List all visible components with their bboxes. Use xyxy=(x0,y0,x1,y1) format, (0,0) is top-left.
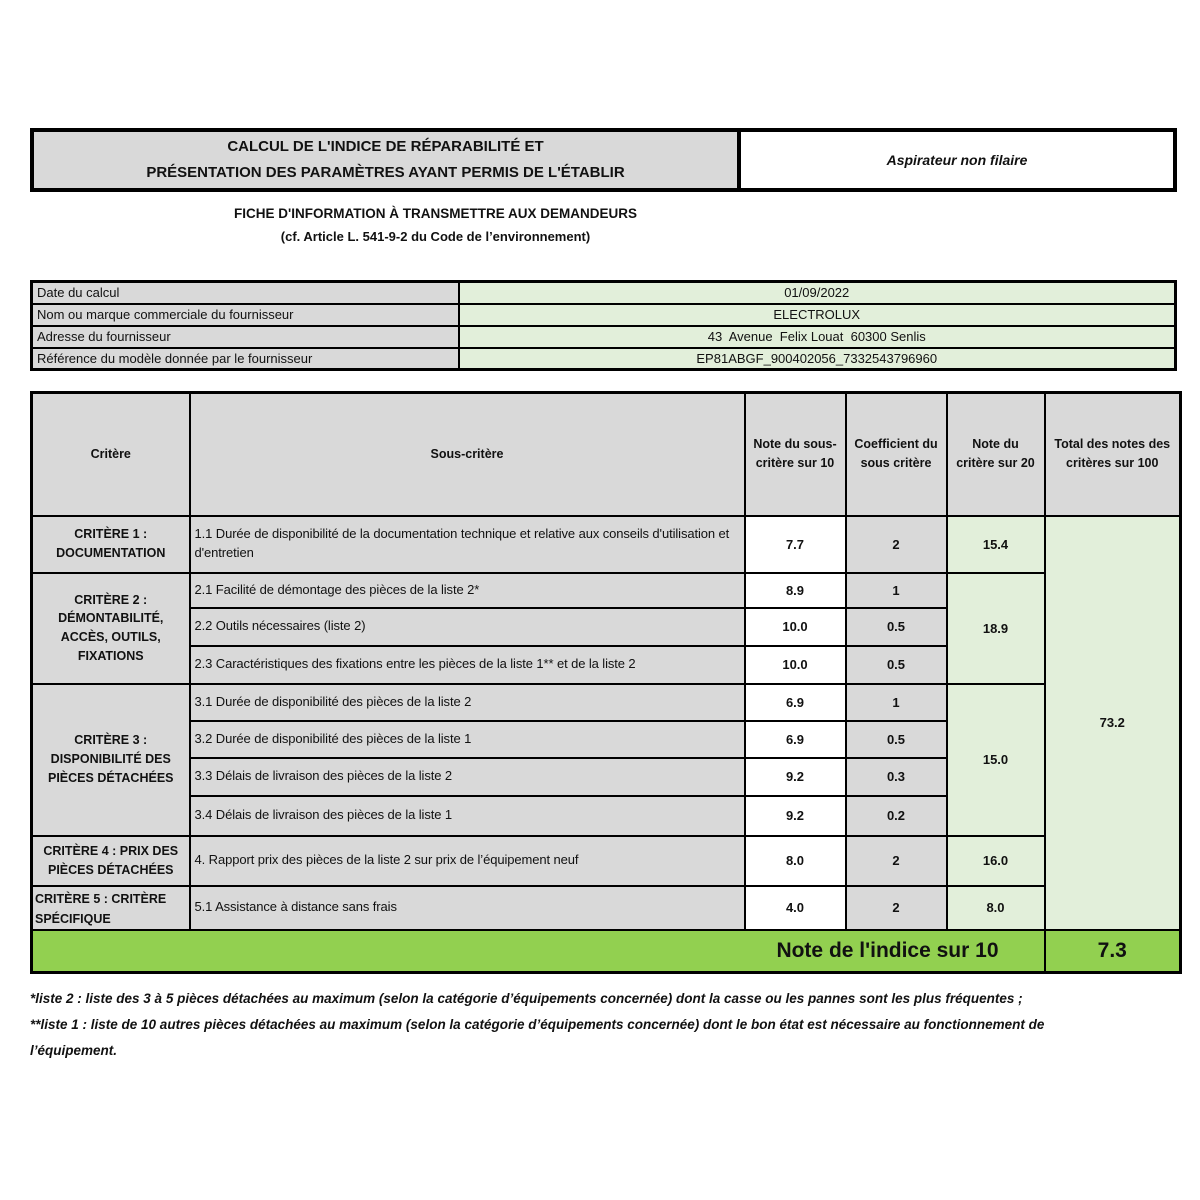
criterion-score-20: 16.0 xyxy=(947,836,1045,886)
document-title-line1: CALCUL DE L'INDICE DE RÉPARABILITÉ ET xyxy=(227,137,544,155)
criterion-score-20: 18.9 xyxy=(947,573,1045,684)
criterion-label-cell: CRITÈRE 5 : CRITÈRE SPÉCIFIQUE xyxy=(32,886,190,930)
info-sheet-heading xyxy=(28,206,843,244)
subcriterion-coefficient: 2 xyxy=(846,836,947,886)
footnote-list1-continued: l’équipement. xyxy=(30,1043,118,1058)
product-category-label: Aspirateur non filaire xyxy=(886,152,1028,168)
criterion-score-20: 8.0 xyxy=(947,886,1045,930)
footnotes xyxy=(30,986,1180,1064)
subcriterion-coefficient: 0.2 xyxy=(846,796,947,836)
subcriterion-score: 6.9 xyxy=(745,684,846,721)
subcriterion-score: 9.2 xyxy=(745,758,846,796)
subcriterion-score: 8.9 xyxy=(745,573,846,608)
score-table-header-row xyxy=(32,393,1181,516)
col-header-sous-critere: Sous-critère xyxy=(190,393,745,516)
info-row-date xyxy=(32,282,1176,304)
info-label: Adresse du fournisseur xyxy=(32,326,459,348)
criterion-label-cell: CRITÈRE 3 : DISPONIBILITÉ DES PIÈCES DÉTACHÉES xyxy=(32,684,190,836)
info-row-reference xyxy=(32,348,1176,370)
document-title-line2: PRÉSENTATION DES PARAMÈTRES AYANT PERMIS DE L'ÉTABLIR xyxy=(146,164,625,181)
info-sheet-heading-text: FICHE D'INFORMATION À TRANSMETTRE AUX DEMANDEURS xyxy=(234,206,637,221)
subcriterion-label: 3.3 Délais de livraison des pièces de la liste 2 xyxy=(190,758,745,796)
legal-reference: (cf. Article L. 541-9-2 du Code de l’environnement) xyxy=(280,229,591,244)
col-header-total: Total des notes des critères sur 100 xyxy=(1045,393,1181,516)
subcriterion-label: 1.1 Durée de disponibilité de la documentation technique et relative aux conseils d'utilisation et d'entretien xyxy=(190,516,745,573)
subcriterion-coefficient: 0.5 xyxy=(846,608,947,646)
supplier-info-table xyxy=(30,280,1177,371)
footnote-list1: **liste 1 : liste de 10 autres pièces détachées au maximum (selon la catégorie d’équipements concernée) dont le bon état est nécessaire au fonctionnement de xyxy=(30,1017,1045,1032)
criterion-label-cell: CRITÈRE 4 : PRIX DES PIÈCES DÉTACHÉES xyxy=(32,836,190,886)
subcriterion-score: 8.0 xyxy=(745,836,846,886)
score-table xyxy=(30,391,1182,974)
col-header-critere: Critère xyxy=(32,393,190,516)
subcriterion-score: 7.7 xyxy=(745,516,846,573)
info-value: 01/09/2022 xyxy=(459,282,1176,304)
product-category-box xyxy=(741,132,1173,188)
subcriterion-label: 3.2 Durée de disponibilité des pièces de la liste 1 xyxy=(190,721,745,758)
info-label: Date du calcul xyxy=(32,282,459,304)
subcriterion-coefficient: 1 xyxy=(846,573,947,608)
subcriterion-row xyxy=(32,573,1181,608)
document-title xyxy=(34,132,741,188)
info-row-brand xyxy=(32,304,1176,326)
info-row-address xyxy=(32,326,1176,348)
subcriterion-coefficient: 1 xyxy=(846,684,947,721)
info-label: Nom ou marque commerciale du fournisseur xyxy=(32,304,459,326)
subcriterion-row xyxy=(32,684,1181,721)
title-banner xyxy=(30,128,1177,192)
subcriterion-score: 10.0 xyxy=(745,608,846,646)
subcriterion-coefficient: 2 xyxy=(846,516,947,573)
info-value: ELECTROLUX xyxy=(459,304,1176,326)
subcriterion-score: 9.2 xyxy=(745,796,846,836)
subcriterion-score: 6.9 xyxy=(745,721,846,758)
criterion-label-cell: CRITÈRE 1 : DOCUMENTATION xyxy=(32,516,190,573)
subcriterion-label: 2.3 Caractéristiques des fixations entre les pièces de la liste 1** et de la liste 2 xyxy=(190,646,745,684)
subcriterion-coefficient: 0.5 xyxy=(846,721,947,758)
footnote-list2: *liste 2 : liste des 3 à 5 pièces détachées au maximum (selon la catégorie d’équipements concernée) dont la casse ou les pannes sont les plus fréquentes ; xyxy=(30,991,1023,1006)
subcriterion-label: 5.1 Assistance à distance sans frais xyxy=(190,886,745,930)
index-score-value: 7.3 xyxy=(1045,930,1181,973)
index-score-row xyxy=(32,930,1181,973)
subcriterion-label: 3.1 Durée de disponibilité des pièces de la liste 2 xyxy=(190,684,745,721)
subcriterion-row xyxy=(32,516,1181,573)
criterion-score-20: 15.0 xyxy=(947,684,1045,836)
criterion-score-20: 15.4 xyxy=(947,516,1045,573)
criterion-label-cell: CRITÈRE 2 : DÉMONTABILITÉ, ACCÈS, OUTILS, FIXATIONS xyxy=(32,573,190,684)
subcriterion-label: 2.2 Outils nécessaires (liste 2) xyxy=(190,608,745,646)
subcriterion-coefficient: 0.5 xyxy=(846,646,947,684)
subcriterion-label: 2.1 Facilité de démontage des pièces de la liste 2* xyxy=(190,573,745,608)
subcriterion-row xyxy=(32,886,1181,930)
info-label: Référence du modèle donnée par le fournisseur xyxy=(32,348,459,370)
col-header-coefficient: Coefficient du sous critère xyxy=(846,393,947,516)
col-header-note-critere: Note du critère sur 20 xyxy=(947,393,1045,516)
index-score-label: Note de l'indice sur 10 xyxy=(32,930,1045,973)
info-value: 43 Avenue Felix Louat 60300 Senlis xyxy=(459,326,1176,348)
subcriterion-score: 4.0 xyxy=(745,886,846,930)
info-value: EP81ABGF_900402056_7332543796960 xyxy=(459,348,1176,370)
subcriterion-coefficient: 2 xyxy=(846,886,947,930)
subcriterion-coefficient: 0.3 xyxy=(846,758,947,796)
col-header-note-sous: Note du sous-critère sur 10 xyxy=(745,393,846,516)
total-score-100: 73.2 xyxy=(1045,516,1181,930)
subcriterion-score: 10.0 xyxy=(745,646,846,684)
subcriterion-row xyxy=(32,836,1181,886)
subcriterion-label: 3.4 Délais de livraison des pièces de la liste 1 xyxy=(190,796,745,836)
subcriterion-label: 4. Rapport prix des pièces de la liste 2 sur prix de l’équipement neuf xyxy=(190,836,745,886)
